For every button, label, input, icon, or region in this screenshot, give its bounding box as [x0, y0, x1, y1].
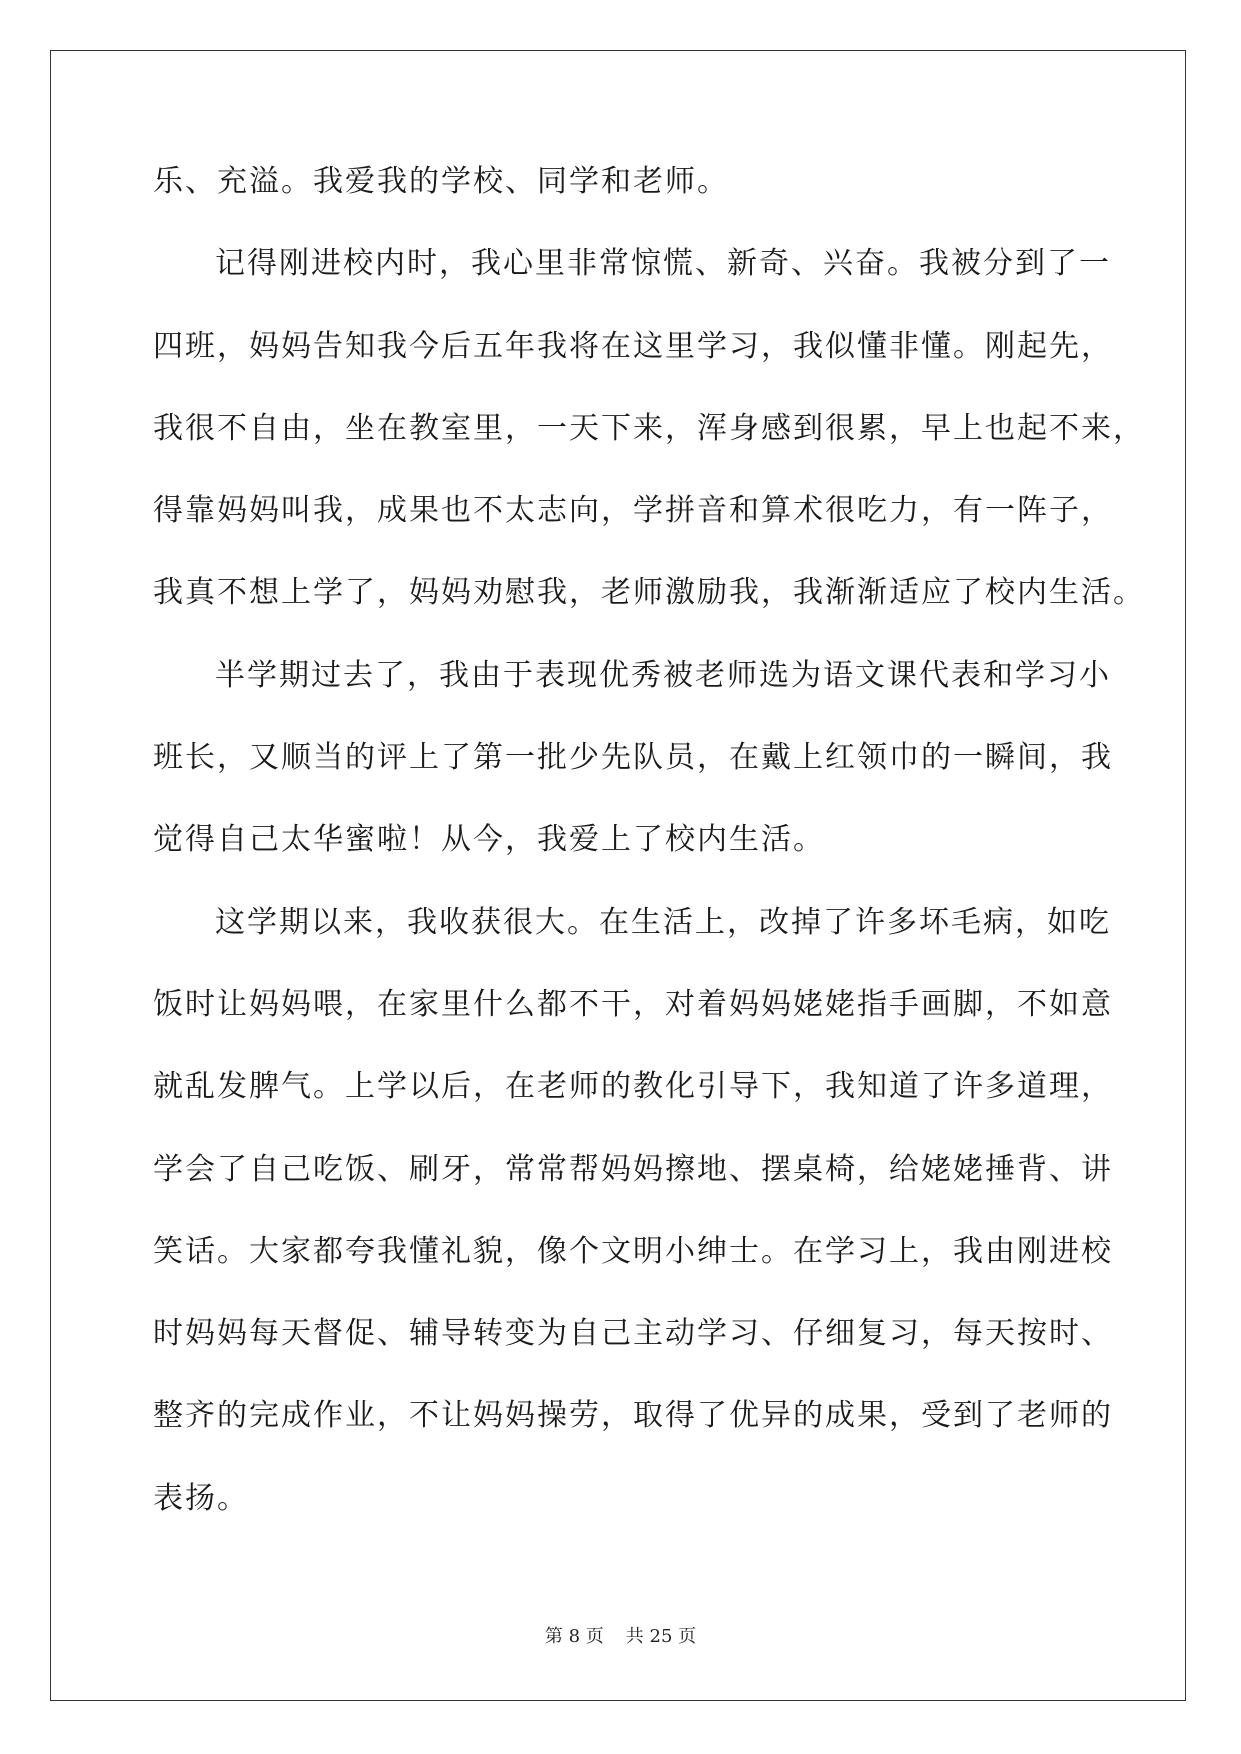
current-page-label: 第 8 页	[544, 1626, 604, 1647]
text-line: 觉得自己太华蜜啦！从今，我爱上了校内生活。	[153, 822, 825, 858]
text-line: 乐、充溢。我爱我的学校、同学和老师。	[153, 164, 729, 199]
text-line: 四班，妈妈告知我今后五年我将在这里学习，我似懂非懂。刚起先，	[153, 328, 1113, 364]
text-line: 饭时让妈妈喂，在家里什么都不干，对着妈妈姥姥指手画脚，不如意	[153, 986, 1113, 1022]
text-line: 整齐的完成作业，不让妈妈操劳，取得了优异的成果，受到了老师的	[153, 1398, 1113, 1434]
page-footer	[0, 1622, 1241, 1648]
text-line: 时妈妈每天督促、辅导转变为自己主动学习、仔细复习，每天按时、	[153, 1316, 1113, 1352]
text-line: 班长，又顺当的评上了第一批少先队员，在戴上红领巾的一瞬间，我	[153, 740, 1113, 776]
text-line: 表扬。	[153, 1480, 249, 1516]
text-line: 笑话。大家都夸我懂礼貌，像个文明小绅士。在学习上，我由刚进校	[153, 1233, 1113, 1269]
text-line: 我很不自由，坐在教室里，一天下来，浑身感到很累，早上也起不来，	[153, 410, 1145, 446]
total-pages-label: 共 25 页	[625, 1626, 697, 1647]
text-line: 半学期过去了，我由于表现优秀被老师选为语文课代表和学习小	[215, 657, 1111, 693]
document-body	[153, 162, 1145, 1561]
text-line: 记得刚进校内时，我心里非常惊慌、新奇、兴奋。我被分到了一	[215, 246, 1111, 282]
text-line: 学会了自己吃饭、刷牙，常常帮妈妈擦地、摆桌椅，给姥姥捶背、讲	[153, 1151, 1113, 1187]
text-line: 我真不想上学了，妈妈劝慰我，老师激励我，我渐渐适应了校内生活。	[153, 575, 1145, 611]
text-line: 得靠妈妈叫我，成果也不太志向，学拼音和算术很吃力，有一阵子，	[153, 493, 1113, 529]
text-line: 就乱发脾气。上学以后，在老师的教化引导下，我知道了许多道理，	[153, 1069, 1113, 1105]
text-line: 这学期以来，我收获很大。在生活上，改掉了许多坏毛病，如吃	[215, 904, 1111, 940]
